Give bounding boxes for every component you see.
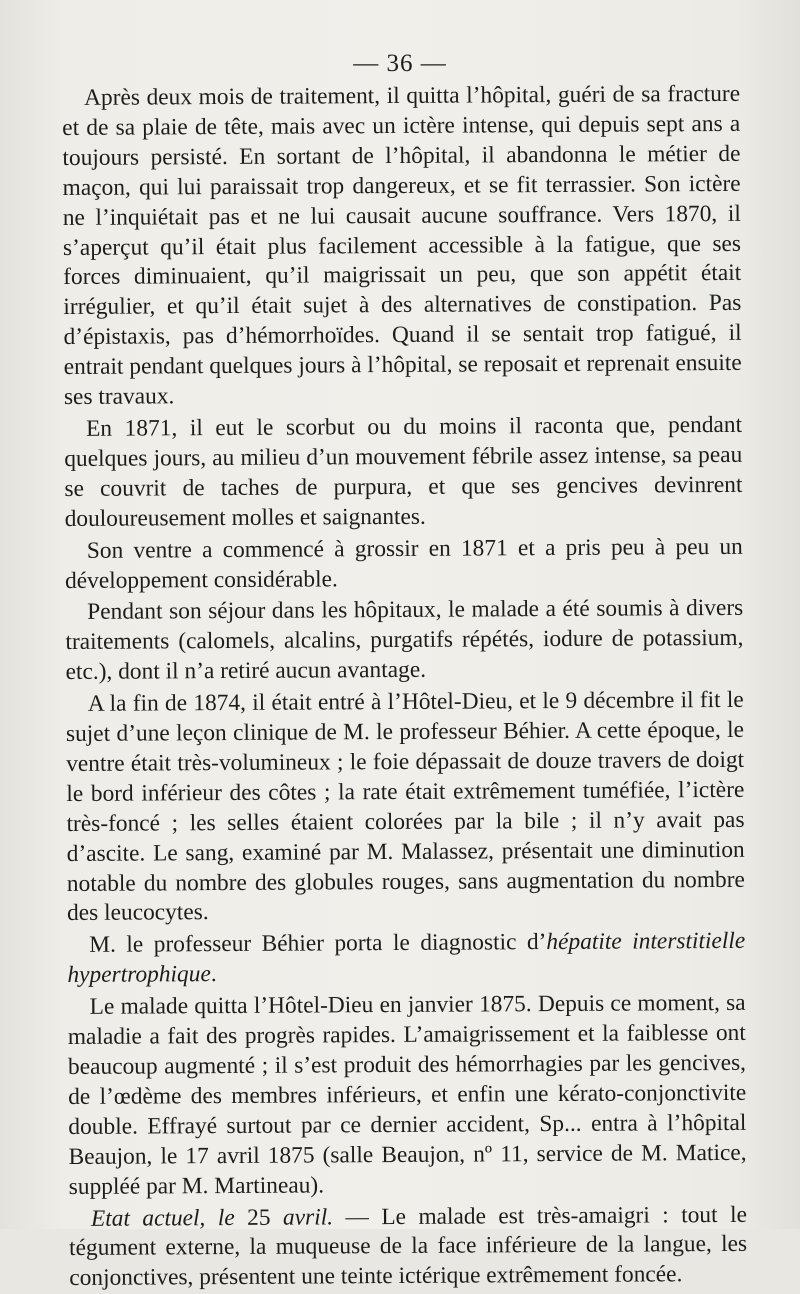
paragraph-8-text: — Le malade est très-amaigri : tout le tégument externe, la muqueuse de la face inférieure de la langue, les conjonctives, présentent une teinte ictérique extrêmement foncée. <box>69 1201 748 1292</box>
etat-actuel-italic: Etat actuel, le <box>90 1204 235 1232</box>
paragraph-3: Son ventre a commencé à grossir en 1871 et a pris peu à peu un développement considérable. <box>64 533 743 594</box>
paragraph-8 <box>69 1200 748 1294</box>
paragraph-5: A la fin de 1874, il était entré à l’Hôtel-Dieu, et le 9 décembre il fit le sujet d’une leçon clinique de M. le professeur Béhier. A cette époque, le ventre était très-volumineux ; le foie dépassait de douze travers de doigt le bord inférieur des côtes ; la rate était extrêmement tuméfiée, l’ictère très-foncé ; les selles étaient colorées par la bile ; il n’y avait pas d’ascite. Le sang, examiné par M. Malassez, présentait une diminution notable du nombre des globules rouges, sans augmentation du nombre des leucocytes. <box>65 686 745 927</box>
paragraph-6-end: . <box>210 961 217 988</box>
etat-month-italic: avril. <box>282 1203 334 1231</box>
paragraph-7: Le malade quitta l’Hôtel-Dieu en janvier 1875. Depuis ce moment, sa maladie a fait des progrès rapides. L’amaigrissement et la faiblesse ont beaucoup augmenté ; il s’est produit des hémorrhagies par les gencives, de l’œdème des membres inférieurs, et enfin une kérato-conjonctivite double. Effrayé surtout par ce dernier accident, Sp... entra à l’hôpital Beaujon, le 17 avril 1875 (salle Beaujon, nº 11, service de M. Matice, suppléé par M. Martineau). <box>67 990 747 1200</box>
diagnosis-italic: hépatite interstitielle hypertrophique <box>67 928 746 989</box>
body-text <box>62 80 747 1294</box>
paragraph-6 <box>67 927 745 991</box>
paragraph-6-text: M. le professeur Béhier porta le diagnostic d’ <box>89 929 547 959</box>
etat-date-number: 25 <box>234 1204 284 1231</box>
paragraph-4: Pendant son séjour dans les hôpitaux, le malade a été soumis à divers traitements (calomels, alcalins, purgatifs répétés, iodure de potassium, etc.), dont il n’a retiré aucun avantage. <box>65 595 744 686</box>
paragraph-1: Après deux mois de traitement, il quitta l’hôpital, guéri de sa fracture et de sa plaie de tête, mais avec un ictère intense, qui depuis sept ans a toujours persisté. En sortant de l’hôpital, il abandonna le métier de maçon, qui lui paraissait trop dangereux, et se fit terrassier. Son ictère ne l’inquiétait pas et ne lui causait aucune souffrance. Vers 1870, il s’aperçut qu’il était plus facilement accessible à la fatigue, que ses forces diminuaient, qu’il maigrissait un peu, que son appétit était irrégulier, et qu’il était sujet à des alternatives de constipation. Pas d’épistaxis, pas d’hémorrhoïdes. Quand il se sentait trop fatigué, il entrait pendant quelques jours à l’hôpital, se reposait et reprenait ensuite ses travaux. <box>62 80 742 411</box>
paragraph-2: En 1871, il eut le scorbut ou du moins il raconta que, pendant quelques jours, au milieu d’un mouvement fébrile assez intense, sa peau se couvrit de taches de purpura, et que ses gencives devinrent douloureusement molles et saignantes. <box>64 411 743 532</box>
page-number: — 36 — <box>353 50 447 77</box>
